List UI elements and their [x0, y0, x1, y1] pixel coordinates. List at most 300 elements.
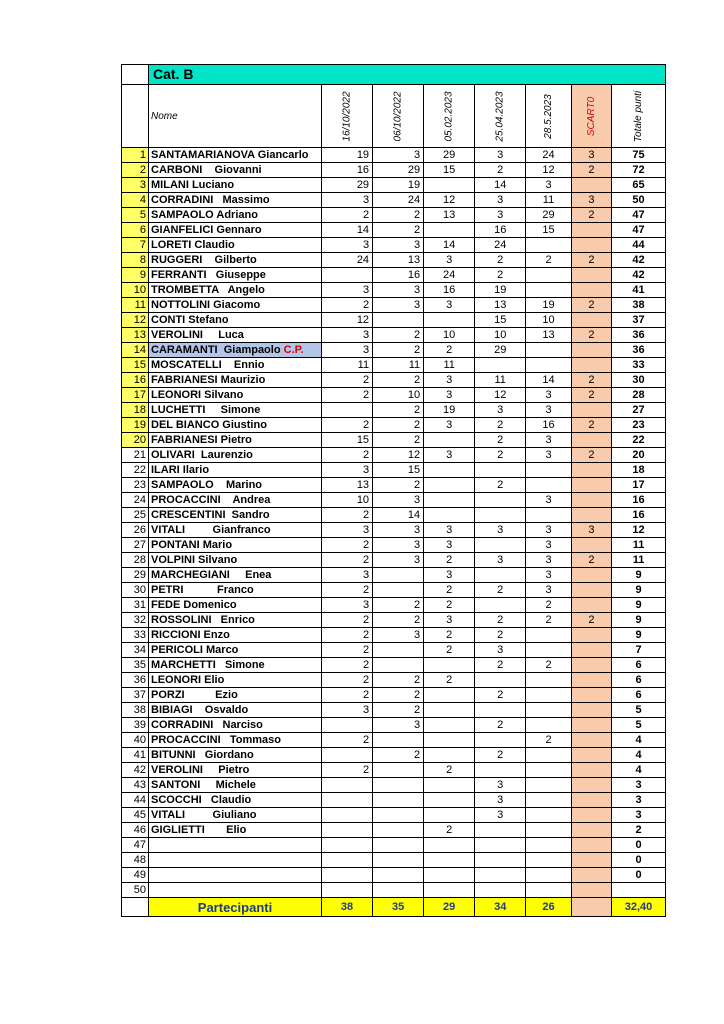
player-name: PROCACCINI Tommaso — [151, 733, 281, 746]
participants-count-4: 34 — [475, 898, 526, 917]
score-cell-2: 2 — [373, 328, 424, 343]
rank-cell: 35 — [122, 658, 149, 673]
scarto-cell — [571, 583, 611, 598]
player-name-cell — [149, 763, 322, 778]
scarto-cell — [571, 433, 611, 448]
player-name-cell — [149, 823, 322, 838]
score-cell-4: 2 — [475, 418, 526, 433]
total-cell: 42 — [612, 253, 666, 268]
player-name: CORRADINI Narciso — [151, 718, 263, 731]
score-cell-4: 19 — [475, 283, 526, 298]
player-name: PERICOLI Marco — [151, 643, 239, 656]
player-name: SAMPAOLO Marino — [151, 478, 263, 491]
score-cell-1: 3 — [322, 343, 373, 358]
score-cell-5 — [526, 838, 572, 853]
player-name: ROSSOLINI Enrico — [151, 613, 255, 626]
player-name-cell — [149, 238, 322, 253]
score-cell-1: 12 — [322, 313, 373, 328]
table-row — [122, 223, 666, 238]
player-name-cell — [149, 793, 322, 808]
score-cell-2: 2 — [373, 613, 424, 628]
date-header-3: 05.02.2023 — [424, 85, 475, 148]
score-cell-5 — [526, 343, 572, 358]
player-name: CRESCENTINI Sandro — [151, 508, 270, 521]
rank-cell: 50 — [122, 883, 149, 898]
score-cell-4: 3 — [475, 193, 526, 208]
table-row — [122, 148, 666, 163]
score-cell-1: 24 — [322, 253, 373, 268]
total-cell: 47 — [612, 223, 666, 238]
score-cell-5: 14 — [526, 373, 572, 388]
rank-cell: 6 — [122, 223, 149, 238]
player-name: RICCIONI Enzo — [151, 628, 230, 641]
table-row — [122, 208, 666, 223]
score-cell-5: 3 — [526, 178, 572, 193]
score-cell-2: 29 — [373, 163, 424, 178]
table-row — [122, 763, 666, 778]
player-name-cell — [149, 643, 322, 658]
score-cell-4: 2 — [475, 658, 526, 673]
player-name-cell — [149, 808, 322, 823]
table-row — [122, 838, 666, 853]
player-name: MOSCATELLI Ennio — [151, 358, 265, 371]
score-cell-4: 2 — [475, 478, 526, 493]
player-name: PROCACCINI Andrea — [151, 493, 271, 506]
score-cell-3 — [424, 838, 475, 853]
score-cell-5: 2 — [526, 598, 572, 613]
score-cell-3 — [424, 508, 475, 523]
scarto-cell: 2 — [571, 208, 611, 223]
player-name: FABRIANESI Maurizio — [151, 373, 266, 386]
score-cell-2: 2 — [373, 748, 424, 763]
score-cell-1 — [322, 868, 373, 883]
score-cell-4: 2 — [475, 163, 526, 178]
total-cell: 36 — [612, 328, 666, 343]
rank-cell: 14 — [122, 343, 149, 358]
table-row — [122, 823, 666, 838]
score-cell-1 — [322, 793, 373, 808]
table-row — [122, 253, 666, 268]
corner-cell — [122, 65, 149, 85]
score-cell-3: 13 — [424, 208, 475, 223]
rank-cell: 20 — [122, 433, 149, 448]
table-row — [122, 193, 666, 208]
total-cell: 42 — [612, 268, 666, 283]
participants-count-2: 35 — [373, 898, 424, 917]
score-cell-3: 3 — [424, 418, 475, 433]
rank-cell: 41 — [122, 748, 149, 763]
score-cell-5: 3 — [526, 403, 572, 418]
player-name-cell — [149, 373, 322, 388]
total-cell: 75 — [612, 148, 666, 163]
scarto-cell — [571, 538, 611, 553]
table-row — [122, 643, 666, 658]
player-name: SCOCCHI Claudio — [151, 793, 252, 806]
table-row — [122, 508, 666, 523]
table-row — [122, 478, 666, 493]
rank-cell: 7 — [122, 238, 149, 253]
score-cell-2: 3 — [373, 148, 424, 163]
scarto-cell — [571, 223, 611, 238]
player-name-cell — [149, 388, 322, 403]
score-cell-5: 29 — [526, 208, 572, 223]
table-row — [122, 778, 666, 793]
score-cell-2: 24 — [373, 193, 424, 208]
scarto-cell — [571, 493, 611, 508]
score-cell-2: 10 — [373, 388, 424, 403]
score-cell-3 — [424, 433, 475, 448]
rank-cell: 45 — [122, 808, 149, 823]
rank-cell: 42 — [122, 763, 149, 778]
score-cell-3: 3 — [424, 298, 475, 313]
score-cell-3 — [424, 178, 475, 193]
score-cell-4: 3 — [475, 403, 526, 418]
player-name: RUGGERI Gilberto — [151, 253, 257, 266]
rank-cell: 10 — [122, 283, 149, 298]
scarto-header: SCART0 — [571, 85, 611, 148]
player-name: ILARI Ilario — [151, 463, 210, 476]
total-cell: 9 — [612, 613, 666, 628]
score-cell-2: 2 — [373, 688, 424, 703]
score-cell-2: 3 — [373, 298, 424, 313]
score-cell-4: 3 — [475, 523, 526, 538]
rank-cell: 27 — [122, 538, 149, 553]
score-cell-5 — [526, 883, 572, 898]
score-cell-2: 2 — [373, 418, 424, 433]
score-cell-1: 19 — [322, 148, 373, 163]
table-row — [122, 163, 666, 178]
score-cell-1: 2 — [322, 583, 373, 598]
scarto-cell: 2 — [571, 253, 611, 268]
score-cell-5: 3 — [526, 448, 572, 463]
scarto-cell — [571, 763, 611, 778]
total-cell: 30 — [612, 373, 666, 388]
total-cell: 22 — [612, 433, 666, 448]
score-cell-3: 16 — [424, 283, 475, 298]
score-cell-4: 3 — [475, 808, 526, 823]
scarto-cell — [571, 823, 611, 838]
scarto-cell: 2 — [571, 373, 611, 388]
table-row — [122, 883, 666, 898]
player-name: VOLPINI Silvano — [151, 553, 238, 566]
player-name-cell — [149, 838, 322, 853]
score-cell-5 — [526, 823, 572, 838]
player-name-cell — [149, 178, 322, 193]
total-cell: 28 — [612, 388, 666, 403]
player-name: NOTTOLINI Giacomo — [151, 298, 261, 311]
player-name: PONTANI Mario — [151, 538, 233, 551]
participants-average: 32,40 — [612, 898, 666, 917]
total-cell: 9 — [612, 598, 666, 613]
player-name-cell — [149, 703, 322, 718]
score-cell-5 — [526, 673, 572, 688]
score-cell-2: 15 — [373, 463, 424, 478]
table-row — [122, 628, 666, 643]
score-cell-3 — [424, 313, 475, 328]
score-cell-3 — [424, 778, 475, 793]
score-cell-1 — [322, 883, 373, 898]
rank-cell: 2 — [122, 163, 149, 178]
score-cell-2: 2 — [373, 673, 424, 688]
score-cell-5 — [526, 793, 572, 808]
score-cell-3 — [424, 808, 475, 823]
score-cell-1: 15 — [322, 433, 373, 448]
score-cell-3: 2 — [424, 763, 475, 778]
scarto-cell — [571, 568, 611, 583]
score-cell-1: 2 — [322, 613, 373, 628]
score-cell-2 — [373, 568, 424, 583]
score-cell-1 — [322, 838, 373, 853]
score-cell-1 — [322, 403, 373, 418]
table-row — [122, 298, 666, 313]
score-cell-2 — [373, 838, 424, 853]
scarto-cell: 2 — [571, 298, 611, 313]
player-name-cell — [149, 883, 322, 898]
player-name: FABRIANESI Pietro — [151, 433, 252, 446]
score-cell-4: 2 — [475, 628, 526, 643]
score-cell-5: 2 — [526, 613, 572, 628]
player-name: PORZI Ezio — [151, 688, 238, 701]
table-row — [122, 268, 666, 283]
score-cell-1: 2 — [322, 673, 373, 688]
player-name-cell — [149, 163, 322, 178]
rank-cell: 46 — [122, 823, 149, 838]
player-name: VITALI Gianfranco — [151, 523, 271, 536]
player-name: SANTAMARIANOVA Giancarlo — [151, 148, 309, 161]
score-cell-5 — [526, 508, 572, 523]
score-cell-4: 2 — [475, 433, 526, 448]
scarto-cell: 2 — [571, 553, 611, 568]
score-cell-1 — [322, 268, 373, 283]
participants-count-3: 29 — [424, 898, 475, 917]
score-cell-5 — [526, 808, 572, 823]
score-cell-3 — [424, 733, 475, 748]
table-row — [122, 538, 666, 553]
total-cell: 9 — [612, 628, 666, 643]
rank-cell: 26 — [122, 523, 149, 538]
score-cell-1: 29 — [322, 178, 373, 193]
total-cell: 33 — [612, 358, 666, 373]
player-name: VITALI Giuliano — [151, 808, 257, 821]
score-cell-4 — [475, 853, 526, 868]
total-cell: 4 — [612, 733, 666, 748]
scarto-cell: 2 — [571, 388, 611, 403]
table-row — [122, 673, 666, 688]
score-cell-4: 2 — [475, 718, 526, 733]
player-name-cell — [149, 568, 322, 583]
player-name-cell — [149, 688, 322, 703]
score-cell-3 — [424, 658, 475, 673]
scarto-cell — [571, 403, 611, 418]
player-name-cell — [149, 253, 322, 268]
score-cell-5 — [526, 718, 572, 733]
rank-cell: 38 — [122, 703, 149, 718]
score-cell-4: 2 — [475, 688, 526, 703]
score-cell-5: 2 — [526, 253, 572, 268]
player-name-cell — [149, 433, 322, 448]
rank-cell: 30 — [122, 583, 149, 598]
score-cell-5: 3 — [526, 538, 572, 553]
score-cell-1 — [322, 853, 373, 868]
score-cell-3: 12 — [424, 193, 475, 208]
table-row — [122, 598, 666, 613]
score-cell-4 — [475, 823, 526, 838]
table-row — [122, 658, 666, 673]
player-name-cell — [149, 628, 322, 643]
score-cell-2: 2 — [373, 478, 424, 493]
score-cell-1: 3 — [322, 568, 373, 583]
scarto-cell — [571, 313, 611, 328]
player-name-cell — [149, 403, 322, 418]
player-name-cell — [149, 508, 322, 523]
rank-cell: 5 — [122, 208, 149, 223]
player-name: MARCHETTI Simone — [151, 658, 265, 671]
scarto-cell — [571, 673, 611, 688]
table-row — [122, 463, 666, 478]
name-header: Nome — [149, 85, 322, 148]
score-cell-1: 10 — [322, 493, 373, 508]
scarto-cell — [571, 283, 611, 298]
total-cell: 23 — [612, 418, 666, 433]
scarto-cell: 2 — [571, 418, 611, 433]
scarto-cell — [571, 643, 611, 658]
rank-cell: 34 — [122, 643, 149, 658]
score-cell-3: 2 — [424, 598, 475, 613]
rank-cell: 19 — [122, 418, 149, 433]
scarto-cell — [571, 883, 611, 898]
score-cell-3 — [424, 223, 475, 238]
score-cell-3 — [424, 883, 475, 898]
score-cell-1: 3 — [322, 328, 373, 343]
score-cell-5: 2 — [526, 733, 572, 748]
scarto-cell — [571, 343, 611, 358]
player-name: LUCHETTI Simone — [151, 403, 261, 416]
participants-scarto-cell — [571, 898, 611, 917]
player-name-cell — [149, 868, 322, 883]
scarto-cell — [571, 703, 611, 718]
table-row — [122, 343, 666, 358]
score-cell-2: 2 — [373, 373, 424, 388]
score-cell-3: 2 — [424, 628, 475, 643]
total-cell: 4 — [612, 763, 666, 778]
score-cell-2 — [373, 793, 424, 808]
score-cell-3: 2 — [424, 643, 475, 658]
score-cell-1 — [322, 823, 373, 838]
score-cell-3: 24 — [424, 268, 475, 283]
score-cell-5 — [526, 853, 572, 868]
participants-count-5: 26 — [526, 898, 572, 917]
player-name: OLIVARI Laurenzio — [151, 448, 253, 461]
score-cell-3: 2 — [424, 553, 475, 568]
player-name-cell — [149, 418, 322, 433]
score-cell-2: 3 — [373, 523, 424, 538]
score-cell-4 — [475, 598, 526, 613]
table-row — [122, 703, 666, 718]
score-cell-4 — [475, 568, 526, 583]
total-cell: 20 — [612, 448, 666, 463]
score-cell-3 — [424, 478, 475, 493]
player-name: CARBONI Giovanni — [151, 163, 262, 176]
player-name: MARCHEGIANI Enea — [151, 568, 272, 581]
scarto-cell — [571, 478, 611, 493]
score-cell-4: 3 — [475, 553, 526, 568]
score-cell-4: 3 — [475, 793, 526, 808]
score-cell-3: 11 — [424, 358, 475, 373]
score-cell-2 — [373, 763, 424, 778]
player-name-cell — [149, 658, 322, 673]
total-cell: 5 — [612, 718, 666, 733]
score-cell-2: 2 — [373, 703, 424, 718]
player-name: CORRADINI Massimo — [151, 193, 270, 206]
score-cell-3 — [424, 868, 475, 883]
player-name-cell — [149, 448, 322, 463]
score-cell-2: 2 — [373, 403, 424, 418]
score-cell-5: 15 — [526, 223, 572, 238]
total-cell: 12 — [612, 523, 666, 538]
score-cell-2 — [373, 883, 424, 898]
total-cell: 0 — [612, 838, 666, 853]
rank-cell: 13 — [122, 328, 149, 343]
total-cell: 36 — [612, 343, 666, 358]
table-row — [122, 418, 666, 433]
score-cell-5: 3 — [526, 493, 572, 508]
score-cell-1 — [322, 748, 373, 763]
score-cell-5: 24 — [526, 148, 572, 163]
score-cell-4: 3 — [475, 148, 526, 163]
score-cell-3: 29 — [424, 148, 475, 163]
rank-cell: 18 — [122, 403, 149, 418]
total-cell: 7 — [612, 643, 666, 658]
score-cell-1: 13 — [322, 478, 373, 493]
score-cell-2: 14 — [373, 508, 424, 523]
score-cell-4 — [475, 508, 526, 523]
score-cell-3: 3 — [424, 373, 475, 388]
score-cell-1: 2 — [322, 733, 373, 748]
score-cell-3: 10 — [424, 328, 475, 343]
participants-count-1: 38 — [322, 898, 373, 917]
player-name: FEDE Domenico — [151, 598, 237, 611]
date-header-4: 25.04.2023 — [475, 85, 526, 148]
table-row — [122, 733, 666, 748]
score-cell-4: 2 — [475, 748, 526, 763]
player-name: TROMBETTA Angelo — [151, 283, 265, 296]
player-name: LORETI Claudio — [151, 238, 235, 251]
total-header: Totale punti — [612, 85, 666, 148]
scarto-cell — [571, 358, 611, 373]
player-name-cell — [149, 598, 322, 613]
score-cell-1: 2 — [322, 448, 373, 463]
total-cell: 41 — [612, 283, 666, 298]
total-cell: 5 — [612, 703, 666, 718]
total-cell: 50 — [612, 193, 666, 208]
score-cell-1: 2 — [322, 208, 373, 223]
score-cell-2 — [373, 313, 424, 328]
total-cell: 47 — [612, 208, 666, 223]
scarto-cell: 2 — [571, 328, 611, 343]
score-cell-5: 3 — [526, 553, 572, 568]
rank-cell: 8 — [122, 253, 149, 268]
rank-cell: 43 — [122, 778, 149, 793]
score-cell-1: 3 — [322, 283, 373, 298]
score-cell-5 — [526, 628, 572, 643]
score-cell-4: 29 — [475, 343, 526, 358]
score-cell-3 — [424, 853, 475, 868]
player-name-cell — [149, 328, 322, 343]
score-cell-5: 3 — [526, 568, 572, 583]
score-cell-4: 15 — [475, 313, 526, 328]
score-cell-4 — [475, 763, 526, 778]
score-cell-3 — [424, 688, 475, 703]
